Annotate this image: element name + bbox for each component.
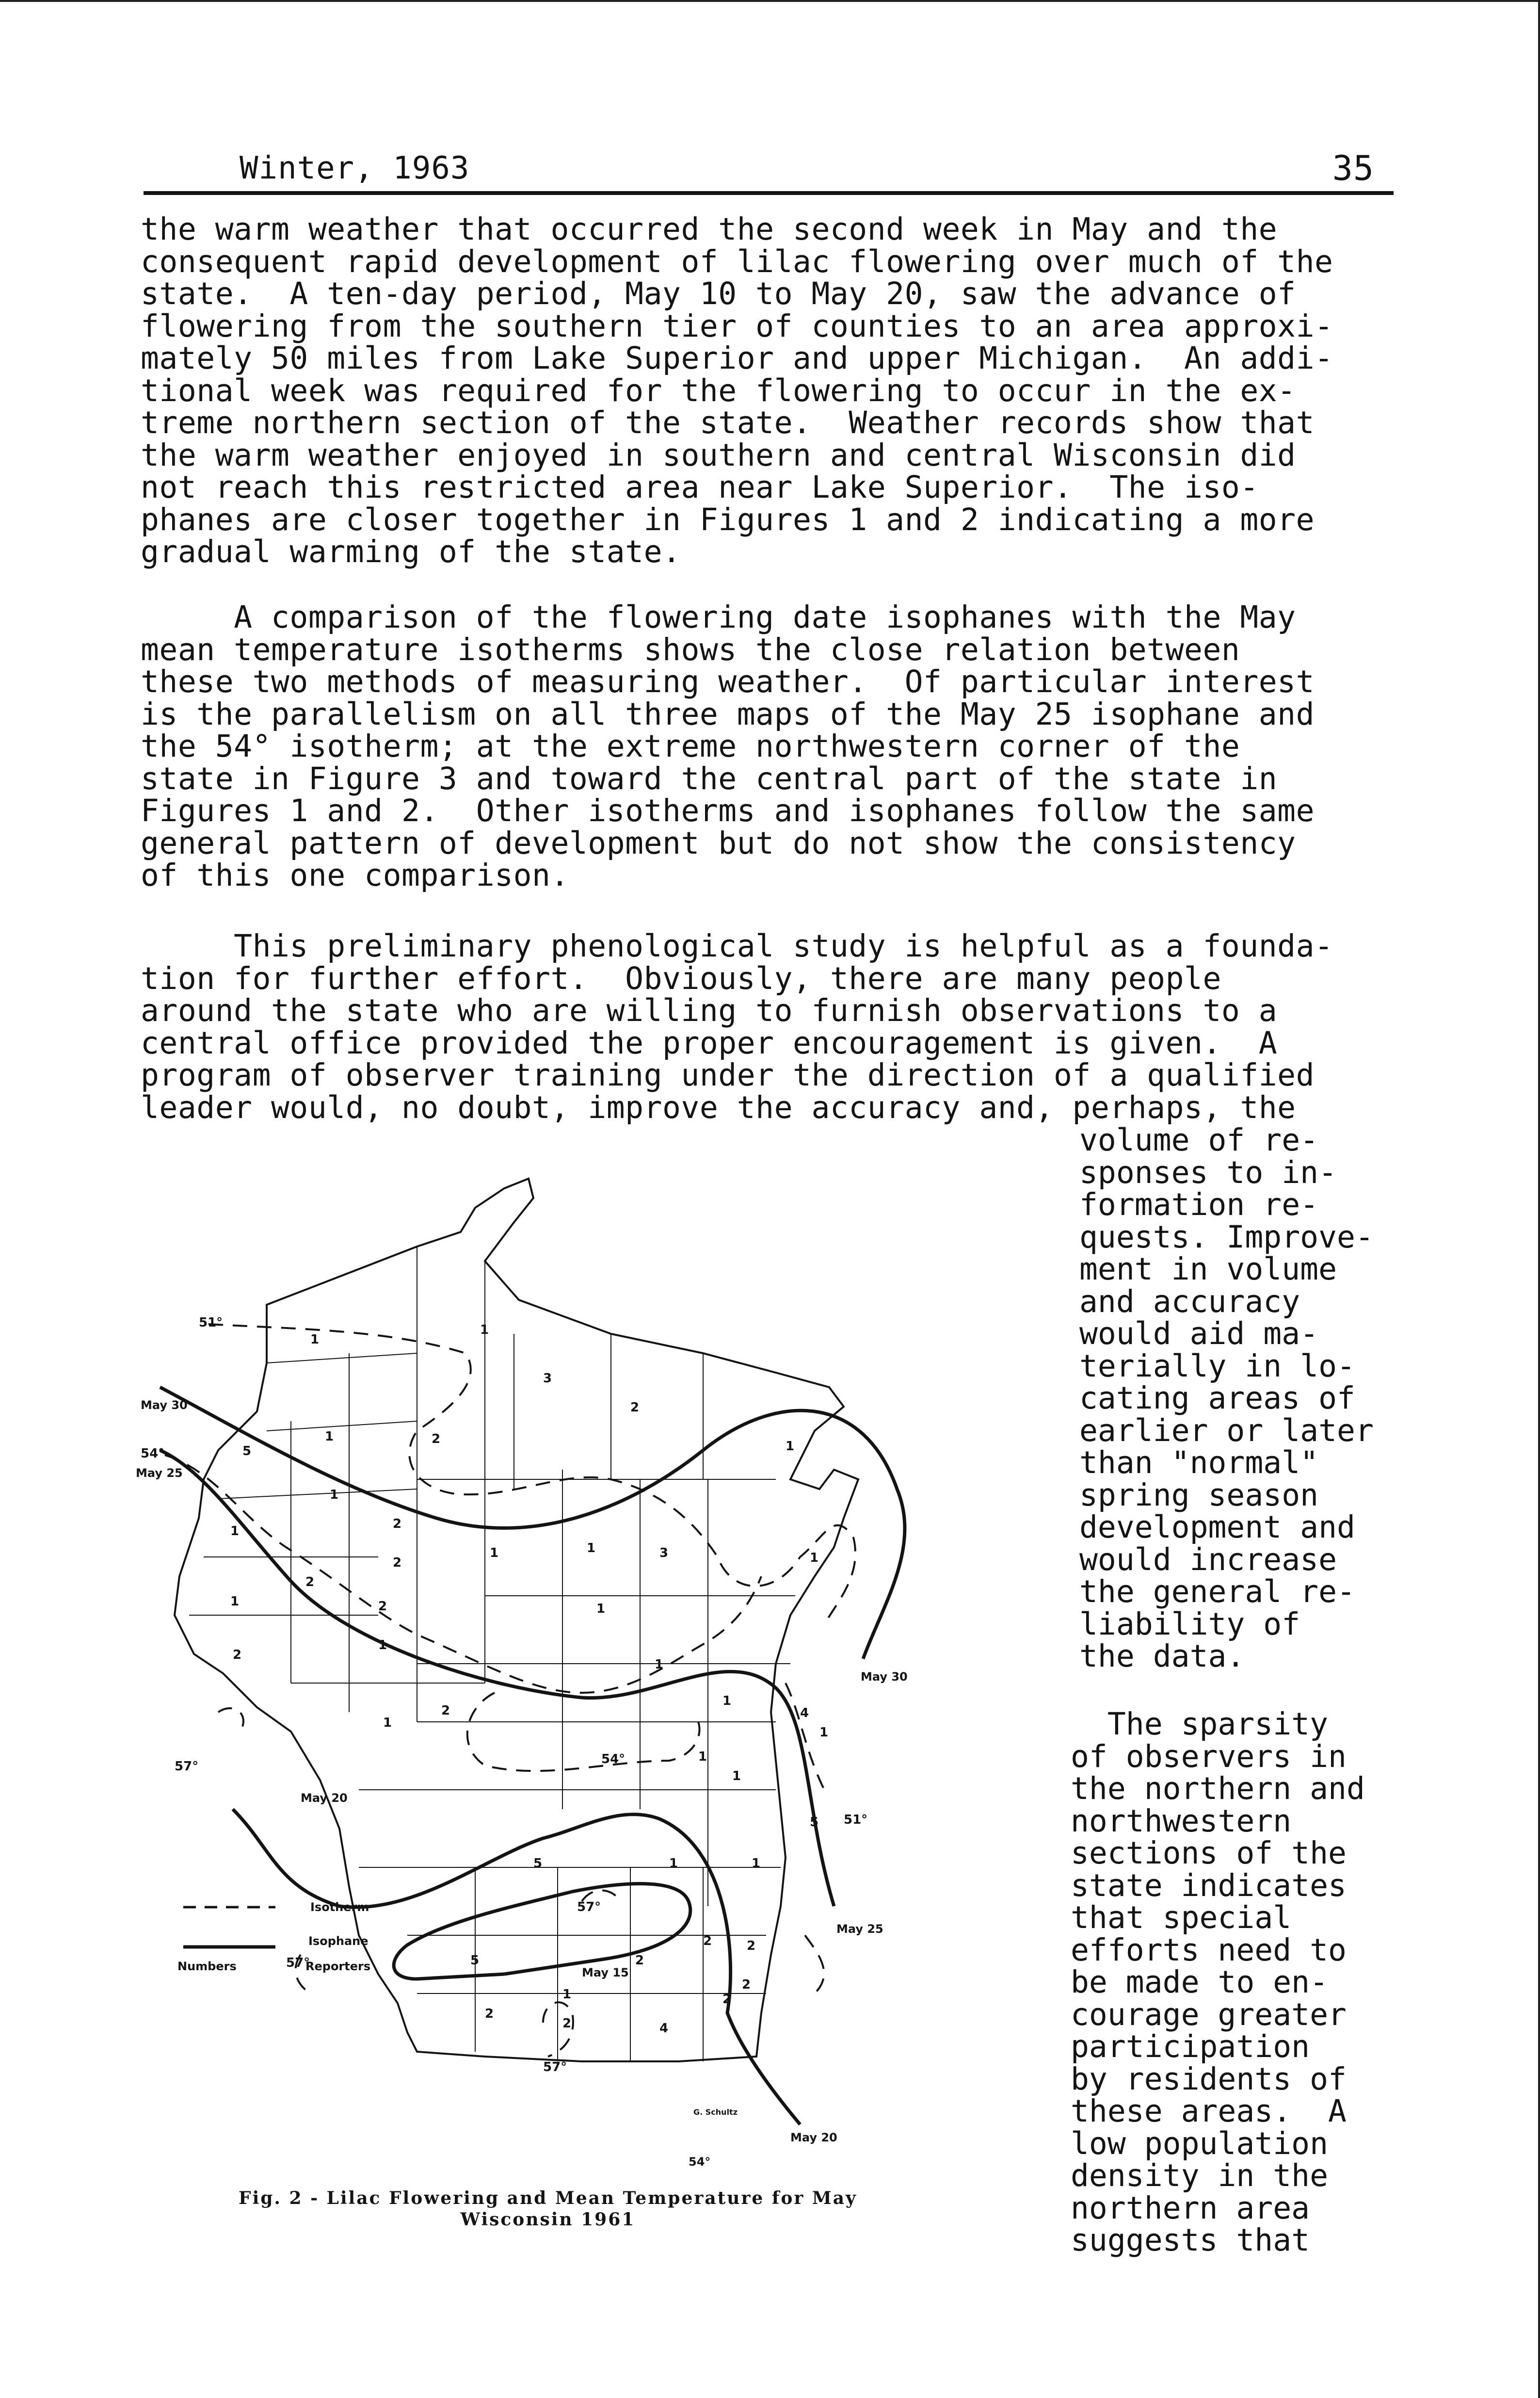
side-column-text-1: volume of re- sponses to in- formation re- quests. Improve- ment in volume and accuracy would aid ma- terially in lo- cating areas of earlier or later than "normal" spring season development and would increase the general re- liability of the data. xyxy=(1079,1122,1374,1674)
figure-caption xyxy=(184,2187,912,2230)
isotherm-label-54-central: 54° xyxy=(601,1752,626,1766)
isophane-may-30 xyxy=(160,1387,905,1659)
isotherm-label-54-west: 54° xyxy=(141,1446,165,1461)
isophane-lines xyxy=(160,1387,905,2124)
isophane-label-may-15: May 15 xyxy=(582,1966,629,1979)
reporter-count: 1 xyxy=(596,1602,606,1616)
reporter-count: 1 xyxy=(325,1429,334,1444)
reporter-count: 1 xyxy=(786,1439,795,1454)
reporter-count: 5 xyxy=(470,1953,480,1968)
paragraph-2: A comparison of the flowering date isophanes with the May mean temperature isotherms shows the close relation between these two methods of measuring weather. Of particular interest is the parallelism on all three maps of the May 25 isophane and the 54° isotherm; at the extreme northwestern corner of the state in Figure 3 and toward the central part of the state in Figures 1 and 2. Other isotherms and isophanes follow the same general pattern of development but do not show the consistency of this one comparison. xyxy=(141,600,1315,893)
reporter-count: 1 xyxy=(655,1657,664,1672)
running-header xyxy=(144,141,1394,195)
legend-numbers-label: Numbers xyxy=(177,1960,237,1973)
reporter-count: 1 xyxy=(310,1332,320,1347)
isophane-may-25 xyxy=(160,1450,834,1906)
reporter-count: 1 xyxy=(480,1323,489,1337)
isophane-label-may-20-east: May 20 xyxy=(790,2131,837,2144)
reporter-count: 1 xyxy=(383,1716,392,1730)
reporter-count: 2 xyxy=(635,1953,644,1968)
isotherm-label-51-west: 51° xyxy=(199,1315,223,1330)
reporter-count: 2 xyxy=(378,1599,387,1614)
reporter-count: 1 xyxy=(752,1856,761,1871)
isophane-may-15 xyxy=(394,1884,690,1979)
reporter-count: 2 xyxy=(393,1517,402,1531)
isotherm-label-57-central: 57° xyxy=(577,1900,601,1914)
reporter-count: 1 xyxy=(562,1987,572,2002)
wisconsin-map-figure xyxy=(136,1179,1018,2183)
isotherm-label-57-southwest: 57° xyxy=(286,1956,310,1970)
page-number: 35 xyxy=(1332,148,1374,188)
isotherm-label-57-west: 57° xyxy=(175,1759,199,1774)
isotherm-label-57-south: 57° xyxy=(543,2060,567,2074)
reporter-count: 2 xyxy=(742,1977,751,1992)
reporter-count: 2 xyxy=(630,1400,640,1415)
side-column-text-2: The sparsity of observers in the northern and northwestern sections of the state indicates that special efforts need to be made to en- courage greater participation by residents of these areas. A low population density in the northern area suggests that xyxy=(1071,1706,1365,2258)
legend-reporters-label: Reporters xyxy=(305,1960,371,1973)
reporter-count: 1 xyxy=(819,1725,829,1740)
isotherm-54-loop xyxy=(467,1693,700,1771)
reporter-count: 1 xyxy=(669,1856,678,1871)
reporter-count: 3 xyxy=(543,1371,552,1386)
paragraph-3: This preliminary phenological study is helpful as a founda- tion for further effort. Obviously, there are many people around the state who are willing to furnish observations to a central office provided the proper encouragement is given. A program of observer training under the direction of a qualified leader would, no doubt, improve the accuracy and, perhaps, the xyxy=(141,928,1333,1125)
reporter-count: 4 xyxy=(659,2021,669,2036)
isotherm-label-51-east: 51° xyxy=(844,1813,868,1827)
isotherm-54 xyxy=(165,1455,761,1693)
reporter-count: 1 xyxy=(378,1638,387,1653)
reporter-count: 2 xyxy=(441,1703,450,1718)
reporter-count: 5 xyxy=(810,1815,819,1830)
reporter-count: 1 xyxy=(230,1594,240,1609)
reporter-count: 2 xyxy=(722,1992,732,2007)
isophane-label-may-20-west: May 20 xyxy=(301,1791,348,1805)
reporter-count: 3 xyxy=(659,1546,669,1560)
isotherm-51-east xyxy=(786,1683,824,1790)
reporter-count: 1 xyxy=(230,1524,240,1539)
reporter-count: 1 xyxy=(490,1546,499,1560)
reporter-count: 1 xyxy=(698,1750,707,1764)
running-title: Winter, 1963 xyxy=(240,150,470,186)
reporter-name-label: G. Schultz xyxy=(693,2107,738,2117)
scan-border-right xyxy=(1538,0,1540,2398)
reporter-count: 2 xyxy=(562,2016,572,2031)
legend-isophane-label: Isophane xyxy=(308,1934,369,1948)
reporter-count: 5 xyxy=(242,1444,252,1458)
paragraph-1: the warm weather that occurred the second week in May and the consequent rapid development of lilac flowering over much of the state. A ten-day period, May 10 to May 20, saw the advance of flowering from the southern tier of counties to an area approxi- mately 50 miles from Lake Superior and upper Michigan. An addi- tional week was required for the flowering to occur in the ex- treme northern section of the state. Weather records show that the warm weather enjoyed in southern and central Wisconsin did not reach this restricted area near Lake Superior. The iso- phanes are closer together in Figures 1 and 2 indicating a more gradual warming of the state. xyxy=(141,211,1333,569)
reporter-count: 1 xyxy=(722,1694,732,1708)
figure-caption-line-2: Wisconsin 1961 xyxy=(460,2209,636,2230)
reporter-counts xyxy=(230,1323,828,2036)
reporter-count: 2 xyxy=(747,1939,756,1953)
reporter-count: 2 xyxy=(432,1432,441,1446)
reporter-count: 2 xyxy=(703,1934,712,1948)
legend-isotherm-label: Isotherm xyxy=(310,1900,369,1914)
reporter-count: 2 xyxy=(305,1575,315,1589)
reporter-count: 4 xyxy=(800,1706,809,1720)
reporter-count: 1 xyxy=(732,1769,741,1783)
state-outline xyxy=(175,1179,858,2061)
figure-caption-line-1: Fig. 2 - Lilac Flowering and Mean Temperature for May xyxy=(239,2188,857,2208)
reporter-count: 5 xyxy=(533,1856,543,1871)
reporter-count: 1 xyxy=(810,1551,819,1565)
isophane-label-may-30-west: May 30 xyxy=(141,1398,188,1412)
scan-border-top xyxy=(0,0,1540,2)
isotherm-label-54-south: 54° xyxy=(689,2155,711,2169)
isophane-label-may-25-west: May 25 xyxy=(136,1466,183,1480)
isophane-label-may-25-east: May 25 xyxy=(836,1922,883,1936)
legend-isotherm-swatch xyxy=(183,1901,280,1915)
reporter-count: 1 xyxy=(330,1488,339,1502)
reporter-count: 2 xyxy=(485,2007,494,2021)
legend-isophane-swatch xyxy=(183,1941,280,1955)
reporter-count: 2 xyxy=(233,1648,242,1662)
isophane-label-may-30-east: May 30 xyxy=(861,1670,908,1684)
reporter-count: 1 xyxy=(587,1541,596,1555)
reporter-count: 2 xyxy=(393,1555,402,1570)
